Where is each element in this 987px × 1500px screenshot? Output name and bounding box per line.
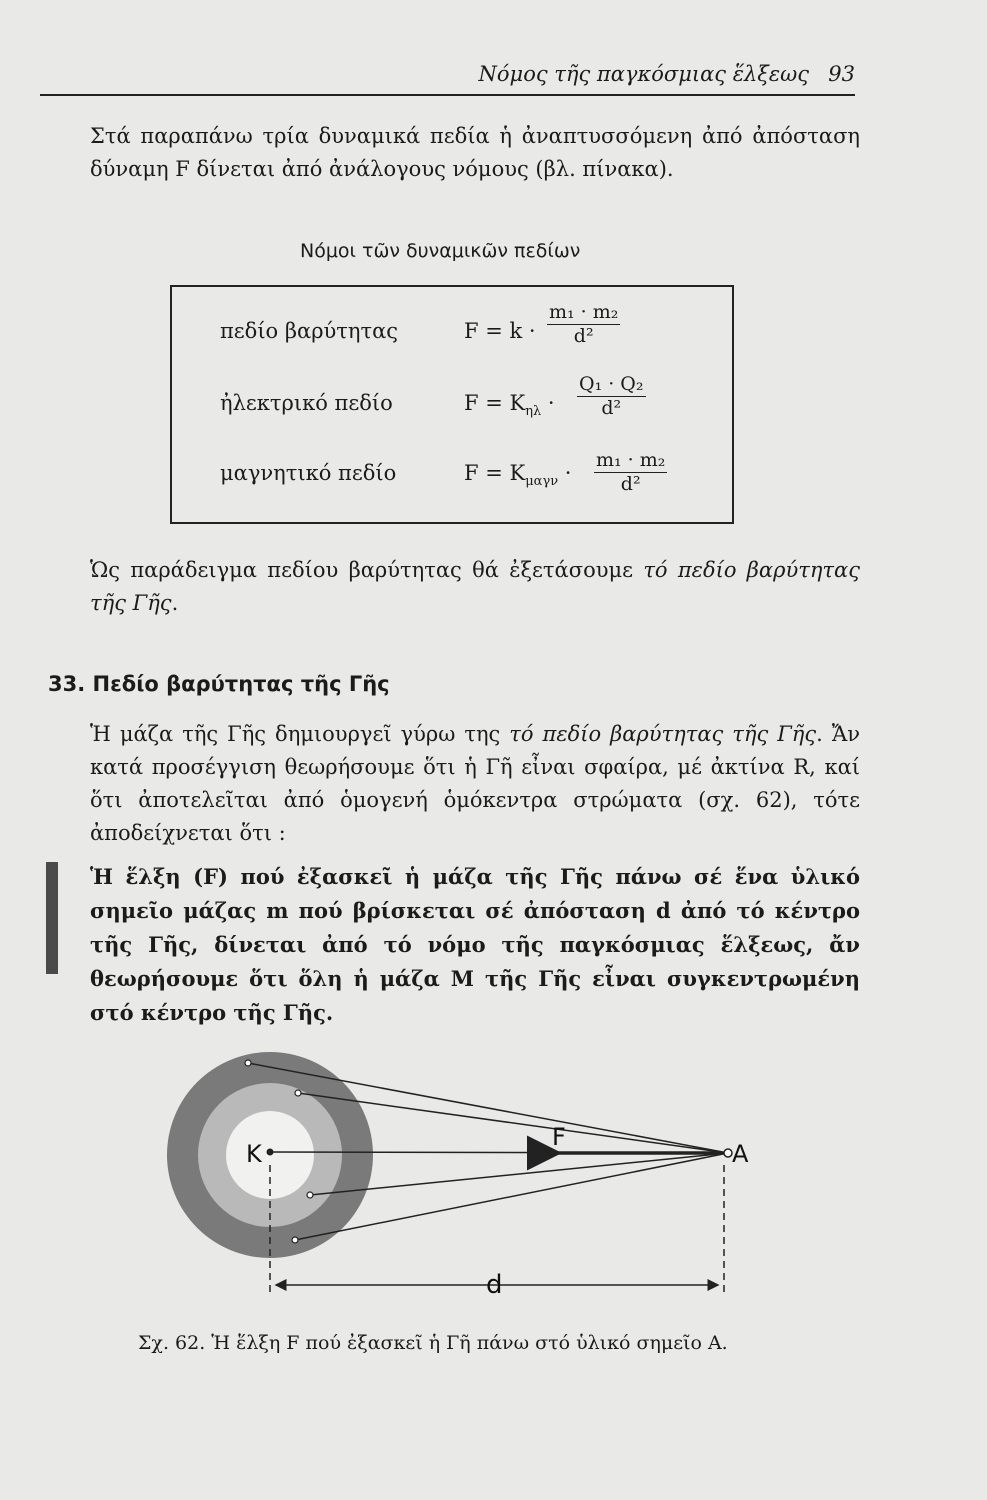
section-heading bbox=[48, 672, 390, 696]
running-title: Νόμος τῆς παγκόσμιας ἕλξεως bbox=[478, 62, 809, 86]
numerator-gravity: m₁ · m₂ bbox=[549, 301, 619, 323]
denominator-gravity: d² bbox=[573, 325, 594, 347]
constant-subscript-electric: ηλ bbox=[525, 404, 542, 420]
law-equation-gravity: F = k · bbox=[464, 319, 536, 343]
law-statement: Ἡ ἕλξη (F) πού ἐξασκεῖ ἡ μάζα τῆς Γῆς πάνω σέ ἕνα ὑλικό σημεῖο μάζας m πού βρίσκεται σέ ἀπόσταση d ἀπό τό κέντρο τῆς Γῆς, δίνεται ἀπό τό νόμο τῆς παγκόσμιας ἕλξεως, ἄν θεωρήσουμε ὅτι ὅλη ἡ μάζα M τῆς Γῆς εἶναι συγκεντρωμένη στό κέντρο τῆς Γῆς. bbox=[90, 864, 860, 1025]
law-equation-magnetic: $F = K_{\mu\alpha\gamma\nu}$ · bbox=[464, 461, 572, 490]
body-emphasis: τό πεδίο βαρύτητας τῆς Γῆς bbox=[509, 722, 817, 746]
fraction-gravity bbox=[547, 301, 620, 347]
page-header bbox=[40, 60, 855, 96]
law-name-magnetic: μαγνητικό πεδίο bbox=[220, 461, 397, 485]
denominator-electric: d² bbox=[601, 397, 622, 419]
constant-subscript-magnetic: μαγν bbox=[525, 474, 559, 490]
numerator-magnetic: m₁ · m₂ bbox=[596, 449, 666, 471]
fraction-electric bbox=[577, 373, 646, 419]
figure-62 bbox=[150, 1035, 770, 1315]
laws-table bbox=[170, 285, 734, 524]
law-equation-electric: $F = K_{\eta\lambda}$ · bbox=[464, 391, 555, 420]
fraction-magnetic bbox=[594, 449, 667, 495]
intro-paragraph: Στά παραπάνω τρία δυναμικά πεδία ἡ ἀναπτυσσόμενη ἀπό ἀπόσταση δύναμη F δίνεται ἀπό ἀνάλογους νόμους (βλ. πίνακα). bbox=[90, 124, 860, 181]
point-a bbox=[724, 1149, 732, 1157]
label-a: A bbox=[732, 1140, 749, 1168]
section-title: Πεδίο βαρύτητας τῆς Γῆς bbox=[92, 672, 390, 696]
center-point bbox=[267, 1149, 274, 1156]
numerator-electric: Q₁ · Q₂ bbox=[579, 373, 644, 395]
body-paragraph: Ἡ μάζα τῆς Γῆς δημιουργεῖ γύρω της τό πεδίο βαρύτητας τῆς Γῆς. Ἄν κατά προσέγγιση θεωρήσουμε ὅτι ἡ Γῆ εἶναι σφαίρα, μέ ἀκτίνα R, καί ὅτι ἀποτελεῖται ἀπό ὁμογενή ὁμόκεντρα στρώματα (σχ. 62), τότε ἀποδείχνεται ὅτι : bbox=[90, 722, 860, 845]
label-k: K bbox=[246, 1140, 262, 1168]
highlight-bar bbox=[46, 862, 58, 974]
label-d: d bbox=[486, 1270, 503, 1300]
figure-caption: Σχ. 62. Ἡ ἕλξη F πού ἐξασκεῖ ἡ Γῆ πάνω στό ὑλικό σημεῖο Α. bbox=[138, 1332, 728, 1354]
example-emphasis: τό πεδίο βαρύτητας τῆς Γῆς bbox=[90, 558, 860, 615]
label-f: F bbox=[552, 1123, 566, 1151]
law-name-electric: ἠλεκτρικό πεδίο bbox=[220, 391, 393, 415]
section-number: 33. bbox=[48, 672, 86, 696]
law-name-gravity: πεδίο βαρύτητας bbox=[220, 319, 399, 343]
table-title: Νόμοι τῶν δυναμικῶν πεδίων bbox=[300, 240, 581, 262]
example-paragraph: Ὡς παράδειγμα πεδίου βαρύτητας θά ἐξετάσουμε τό πεδίο βαρύτητας τῆς Γῆς. bbox=[90, 558, 860, 615]
page-number: 93 bbox=[828, 62, 855, 86]
denominator-magnetic: d² bbox=[620, 473, 641, 495]
